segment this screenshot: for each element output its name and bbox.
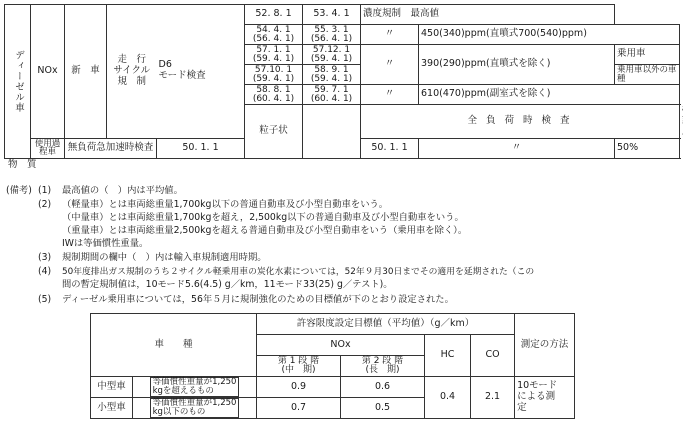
vehicle-name: 小型車 (91, 398, 133, 419)
new-date: 52. 8. 1 (245, 5, 303, 25)
new-car-label: 新 車 (65, 5, 107, 139)
regulation-type: 〃 (419, 138, 615, 158)
note-4b: 間の暫定規制値は，10モード5.6(4.5) g／km，11モード33(25) g／テスト)。 (62, 279, 393, 290)
measurement-method: 10モード による測 定 (515, 377, 575, 419)
vehicle-description: 等価慣性重量が1,250 kg以下のもの (133, 398, 257, 419)
vehicle-description: 等価慣性重量が1,250 kgを超えるもの (133, 377, 257, 398)
col-vehicle-type: 車 種 (91, 314, 257, 377)
limit-value: 50% (615, 138, 680, 158)
note-4a: 50年度排出ガス規制のうち２サイクル軽乗用車の炭化水素については，52年９月30日までその適用を延期された（この (62, 267, 535, 277)
vehicle-category: 乗用車以外の車種 (615, 65, 680, 85)
stage-1-value: 0.9 (257, 377, 341, 398)
note-1: 最高値の（ ）内は平均値。 (62, 185, 183, 196)
pm-label-2: 物 質 (8, 159, 37, 170)
pollutant-nox: NOx (31, 5, 65, 139)
col-hc: HC (425, 335, 471, 377)
limit-value: 450(340)ppm(直噴式700(540)ppm) (419, 25, 680, 45)
col-co: CO (471, 335, 515, 377)
regulation-type: 〃 (361, 85, 419, 105)
note-2a: （軽量車）とは車両総重量1,700kg以下の普通自動車及び小型自動車をいう。 (62, 199, 389, 210)
continuing-date: 55. 3. 1 (56. 4. 1) (303, 25, 361, 45)
in-use-vehicle: 使用過程車 (31, 138, 65, 158)
cycle-regulation-label: 走 行 サイクル 規 制 (107, 5, 157, 139)
note-3: 規制期間の欄中（ ）内は輸入車規制適用時期。 (62, 252, 267, 263)
regulation-type: 濃度規制 最高値 (361, 5, 615, 25)
new-date: 58. 8. 1 (60. 4. 1) (245, 85, 303, 105)
continuing-date: 57.12. 1 (59. 4. 1) (303, 45, 361, 65)
col-stage-2: 第 2 段 階 (長 期) (341, 356, 425, 377)
col-target-values: 許容限度設定目標値（平均値）（g／km） (257, 314, 515, 335)
note-5: ディーゼル乗用車については，56年５月に規制強化のための目標値が下のとおり設定された。 (62, 294, 454, 305)
stage-2-value: 0.6 (341, 377, 425, 398)
stage-2-value: 0.5 (341, 398, 425, 419)
col-nox: NOx (257, 335, 425, 356)
limit-value: 390(290)ppm(直噴式を除く) (419, 45, 615, 85)
continuing-date: 59. 7. 1 (60. 4. 1) (303, 85, 361, 105)
limit-value: 610(470)ppm(副室式を除く) (419, 85, 680, 105)
vehicle-category: 乗用車 (615, 45, 680, 65)
full-load-test: 全 負 荷 時 検 査 (361, 105, 680, 139)
pm-spacer (303, 105, 361, 159)
notes-header: (備考) (6, 185, 32, 196)
note-2b: （中量車）とは車両総重量1,700kgを超え，2,500kg以下の普通自動車及び小型自動車をいう。 (62, 212, 464, 223)
diesel-regulation-table (4, 4, 680, 159)
hc-value: 0.4 (425, 377, 471, 419)
no-load-accel-test: 無負荷急加速時検査 (65, 138, 157, 158)
mode-label: D6 モード検査 (157, 5, 245, 139)
note-2c: （重量車）とは車両総重量2,500kgを超える普通自動車及び小型自動車をいう（乗用車を除く）。 (62, 225, 468, 236)
diesel-passenger-target-table (90, 313, 575, 419)
note-2-num: (2) (38, 199, 52, 210)
new-date: 50. 1. 1 (157, 138, 245, 158)
pm-label: 粒子状 (245, 105, 303, 159)
note-2d: IWは等価慣性重量。 (62, 238, 149, 249)
vehicle-name: 中型車 (91, 377, 133, 398)
continuing-date: 50. 1. 1 (361, 138, 419, 158)
regulation-type: 〃 (361, 25, 419, 45)
new-date: 57. 1. 1 (59. 4. 1) (245, 45, 303, 65)
continuing-date: 53. 4. 1 (303, 5, 361, 25)
note-1-num: (1) (38, 185, 52, 196)
regulation-type: 〃 (361, 45, 419, 85)
col-stage-1: 第 1 段 階 (中 期) (257, 356, 341, 377)
note-5-num: (5) (38, 294, 52, 305)
new-date: 54. 4. 1 (56. 4. 1) (245, 25, 303, 45)
note-4-num: (4) (38, 266, 52, 277)
note-3-num: (3) (38, 252, 52, 263)
continuing-date: 58. 9. 1 (59. 4. 1) (303, 65, 361, 85)
new-date: 57.10. 1 (59. 4. 1) (245, 65, 303, 85)
category-diesel: ディーゼル車 (5, 5, 31, 159)
stage-1-value: 0.7 (257, 398, 341, 419)
co-value: 2.1 (471, 377, 515, 419)
col-measurement-method: 測定の方法 (515, 314, 575, 377)
